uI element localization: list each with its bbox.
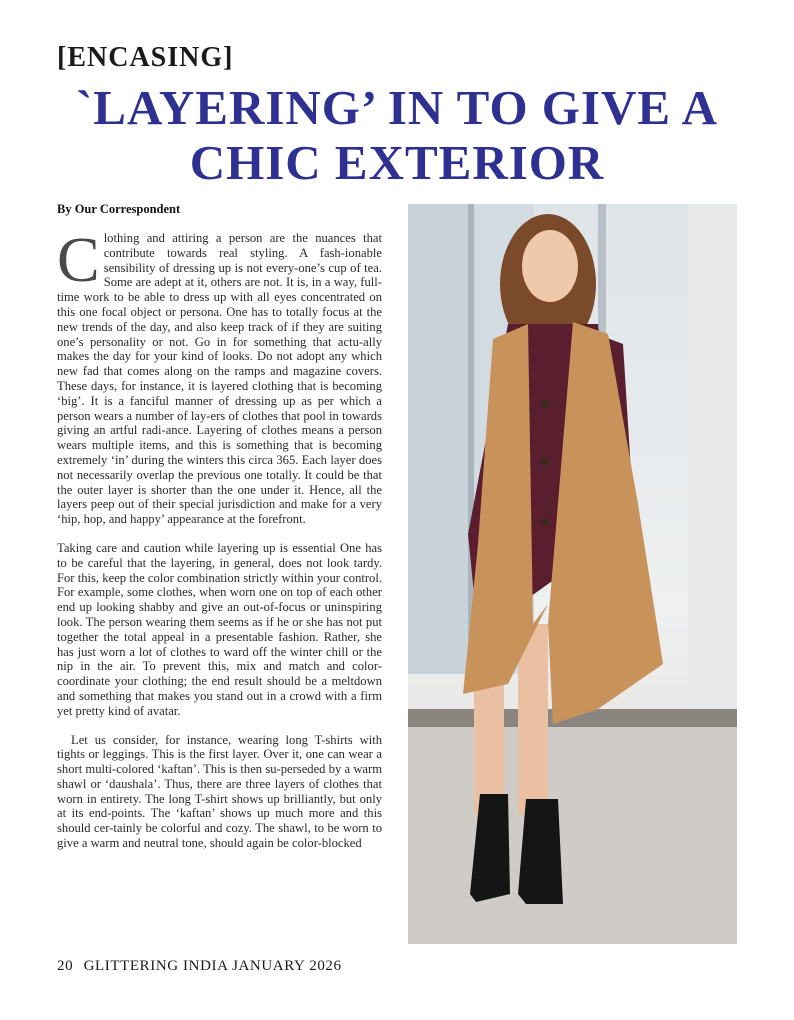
coat-button: [541, 458, 549, 466]
coat-button: [541, 518, 549, 526]
fashion-photo-illustration: [408, 204, 737, 944]
publication-name: GLITTERING INDIA JANUARY 2026: [83, 958, 342, 974]
face: [522, 230, 578, 302]
section-tag: [ENCASING]: [57, 42, 234, 73]
right-boot: [518, 799, 563, 904]
article-paragraph-3: Let us consider, for instance, wearing long T-shirts with tights or leggings. This is the first layer. Over it, one can wear a short multi-colored ‘kaftan’. This is then su-perseded by a warm shawl or ‘daushala’. Thus, there are three layers of clothes that worn in entirety. The long T-shirt shows up brilliantly, but only at its end-points. The ‘kaftan’ shows up much more and this should cer-tainly be colorful and cozy. The shawl, to be worn to give a warm and neutral tone, should again be color-blocked: [57, 732, 382, 851]
page-title-line-1: `LAYERING’ IN TO GIVE A: [75, 80, 718, 135]
drop-cap: C: [57, 231, 100, 295]
page-title-line-2: CHIC EXTERIOR: [189, 135, 605, 190]
article-body: [57, 231, 382, 943]
window-panel: [408, 204, 468, 674]
coat-button: [541, 400, 549, 408]
page-title: [0, 80, 794, 190]
floor: [408, 724, 737, 944]
article-paragraph-1: [57, 231, 382, 527]
fashion-photo: [408, 204, 737, 944]
article-paragraph-1-text: lothing and attiring a person are the nuances that contribute towards real styling. A fash-ionable sensibility of dressing up is not every-one’s cup of tea. Some are adept at it, others are not. It is, in a way, full-time work to be able to dress up with all eyes concentrated on this one focal object or persona. One has to totally focus at the new trends of the day, and also keep track of if they are suiting one’s personality or not. Go in for something that actu-ally makes the day for your kind of looks. Do not adopt any which new fad that comes along on the ramps and magazine covers. These days, for instance, it is layered clothing that is becoming ‘big’. It is a fanciful manner of dressing up as per which a person wears a number of lay-ers of clothes that pool in towards giving an artful radi-ance. Layering of clothes means a person wears multiple items, and this is something that is becoming extremely ‘in’ during the winters this circa 365. Each layer does not necessarily overlap the previous one totally. It could be that the outer layer is shorter than the one under it. Hence, all the layers peep out of their special jurisdiction and make for a very ‘hip, hop, and happy’ appearance at the forefront.: [57, 231, 382, 527]
byline: By Our Correspondent: [57, 202, 181, 216]
page-footer: [57, 958, 342, 975]
page-number: 20: [57, 958, 74, 974]
wall-panel: [688, 204, 737, 764]
article-paragraph-2: Taking care and caution while layering up is essential One has to be careful that the layering, in general, does not look tardy. For this, keep the color combination strictly within your control. For example, some clothes, when worn one on top of each other end up looking shabby and give an out-of-focus or uninspiring look. The person wearing them seems as if he or she has not put together the total appeal in a presentable fashion. Rather, she has just worn a lot of clothes to ward off the winter chill or the nip in the air. To prevent this, mix and match and color-coordinate your clothing; the end result should be a meltdown and something that makes you stand out in a crowd with a firm yet pretty kind of avatar.: [57, 540, 382, 718]
